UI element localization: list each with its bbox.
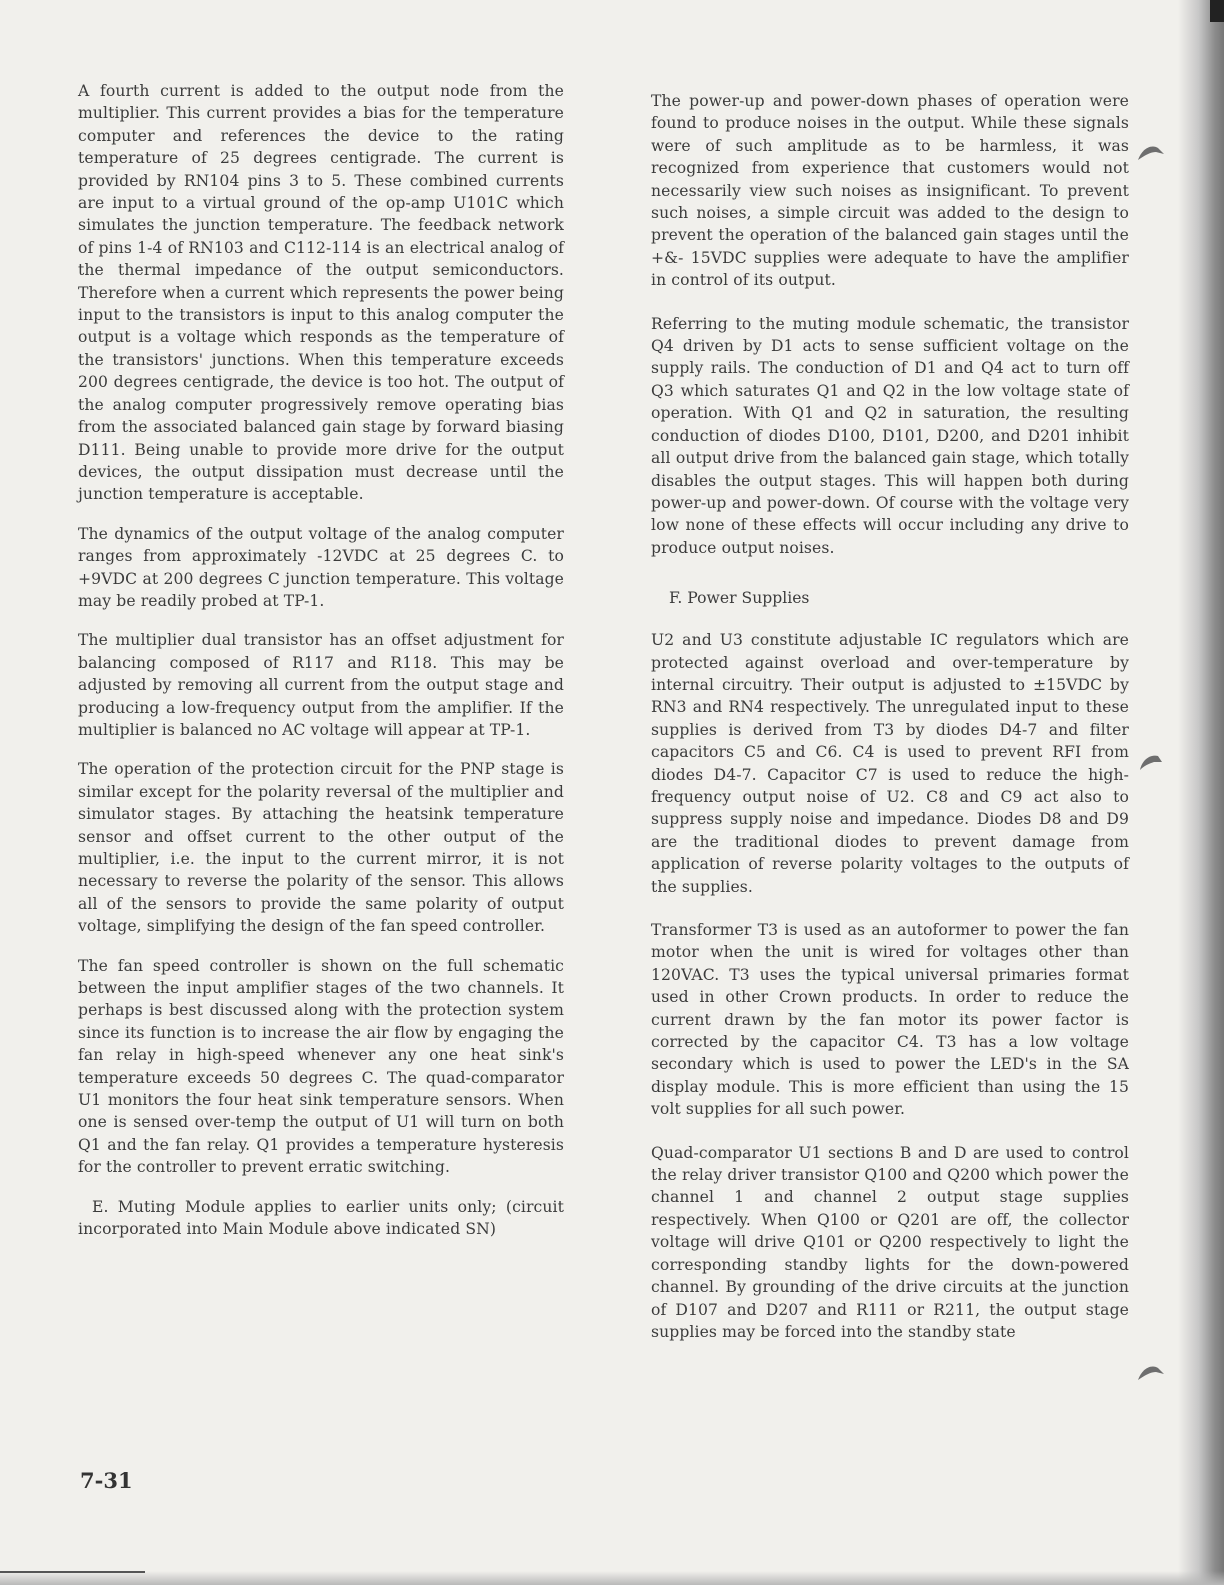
left-column (78, 80, 564, 1258)
section-heading-power-supplies: F. Power Supplies (669, 589, 810, 608)
paragraph-pnp-protection: The operation of the protection circuit for the PNP stage is similar except for the polarity reversal of the multiplier and simulator stages. By attaching the heatsink temperature sensor and offset current to the other output of the multiplier, i.e. the input to the current mirror, it is not necessary to reverse the polarity of the sensor. This allows all of the sensors to provide the same polarity of output voltage, simplifying the design of the fan speed controller. (78, 760, 564, 936)
paragraph-transformer: Transformer T3 is used as an autoformer to power the fan motor when the unit is wired for voltages other than 120VAC. T3 uses the typical universal primaries format used in other Crown products. In order to reduce the current drawn by the fan motor its power factor is corrected by the capacitor C4. T3 has a low voltage secondary which is used to power the LED's in the SA display module. This is more efficient than using the 15 volt supplies for all such power. (651, 921, 1129, 1119)
paragraph-quad-comparator: Quad-comparator U1 sections B and D are used to control the relay driver transistor Q100 and Q200 which power the channel 1 and channel 2 output stage supplies respectively. When Q100 or Q201 are off, the collector voltage will drive Q101 or Q200 respectively to light the corresponding standby lights for the down-powered channel. By grounding of the drive circuits at the junction of D107 and D207 and R111 or R211, the output stage supplies may be forced into the standby state (651, 1143, 1129, 1341)
bottom-edge-shadow (0, 1571, 1224, 1585)
paragraph-multiplier-offset: The multiplier dual transistor has an offset adjustment for balancing composed of R117 and R118. This may be adjusted by removing all current from the output stage and producing a low-frequency output from the amplifier. If the multiplier is balanced no AC voltage will appear at TP-1. (78, 631, 564, 739)
paragraph-muting-schematic: Referring to the muting module schematic, the transistor Q4 driven by D1 acts to sense sufficient voltage on the supply rails. The conduction of D1 and Q4 act to turn off Q3 which saturates Q1 and Q2 in the low voltage state of operation. With Q1 and Q2 in saturation, the resulting conduction of diodes D100, D101, D200, and D201 inhibit all output drive from the balanced gain stage, which totally disables the output stages. This will happen both during power-up and power-down. Of course with the voltage very low none of these effects will occur including any drive to produce output noises. (651, 314, 1129, 557)
binding-edge-shadow (1178, 0, 1224, 1585)
paragraph-analog-computer: A fourth current is added to the output node from the multiplier. This current provides a bias for the temperature computer and references the device to the rating temperature of 25 degrees centigrade. The current is provided by RN104 pins 3 to 5. These combined currents are input to a virtual ground of the op-amp U101C which simulates the junction temperature. The feedback network of pins 1-4 of RN103 and C112-114 is an electrical analog of the thermal impedance of the output semiconductors. Therefore when a current which represents the power being input to the transistors is input to this analog computer the output is a voltage which responds as the temperature of the transistors' junctions. When this temperature exceeds 200 degrees centigrade, the device is too hot. The output of the analog computer progressively remove operating bias from the associated balanced gain stage by forward biasing D111. Being unable to provide more drive for the output devices, the output dissipation must decrease until the junction temperature is acceptable. (78, 82, 564, 504)
binder-hole-shadow-bottom (1136, 1362, 1166, 1382)
paragraph-power-up-noise: The power-up and power-down phases of operation were found to produce noises in the output. While these signals were of such amplitude as to be harmless, it was recognized from experience that customers would not necessarily view such noises as insignificant. To prevent such noises, a simple circuit was added to the design to prevent the operation of the balanced gain stages until the +&- 15VDC supplies were adequate to have the amplifier in control of its output. (651, 92, 1129, 290)
binder-hole-shadow-top (1136, 142, 1166, 162)
corner-mark (1210, 0, 1224, 22)
right-column (651, 90, 1129, 1364)
paragraph-fan-speed-controller: The fan speed controller is shown on the full schematic between the input amplifier stages of the two channels. It perhaps is best discussed along with the protection system since its function is to increase the air flow by engaging the fan relay in high-speed whenever any one heat sink's temperature exceeds 50 degrees C. The quad-comparator U1 monitors the four heat sink temperature sensors. When one is sensed over-temp the output of U1 will turn on both Q1 and the fan relay. Q1 provides a temperature hysteresis for the controller to prevent erratic switching. (78, 956, 564, 1177)
paragraph-muting-module-note: E. Muting Module applies to earlier units only; (circuit incorporated into Main Module above indicated SN) (78, 1197, 564, 1239)
binder-hole-shadow-middle (1136, 752, 1166, 772)
page-number: 7-31 (80, 1468, 133, 1493)
paragraph-regulators: U2 and U3 constitute adjustable IC regulators which are protected against overload and over-temperature by internal circuitry. Their output is adjusted to ±15VDC by RN3 and RN4 respectively. The unregulated input to these supplies is derived from T3 by diodes D4-7 and filter capacitors C5 and C6. C4 is used to prevent RFI from diodes D4-7. Capacitor C7 is used to reduce the high-frequency output noise of U2. C8 and C9 act also to suppress supply noise and impedance. Diodes D8 and D9 are the traditional diodes to prevent damage from application of reverse polarity voltages to the outputs of the supplies. (651, 631, 1129, 896)
paragraph-output-dynamics: The dynamics of the output voltage of the analog computer ranges from approximately -12VDC at 25 degrees C. to +9VDC at 200 degrees C junction temperature. This voltage may be readily probed at TP-1. (78, 524, 564, 610)
bottom-rule (0, 1571, 145, 1573)
